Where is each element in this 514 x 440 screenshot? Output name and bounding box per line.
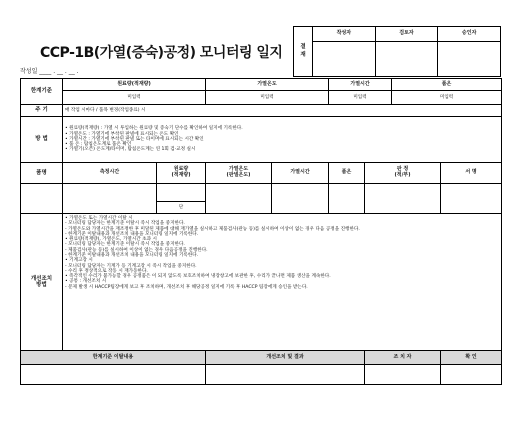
record-cell-time[interactable] <box>63 184 157 214</box>
corrective-line: • 기계고장 시 <box>65 258 93 264</box>
deviation-header-action: 개선조치 및 결과 <box>206 351 365 365</box>
record-cell-judgement[interactable] <box>365 184 441 214</box>
deviation-cell-action[interactable] <box>206 365 365 385</box>
limits-header-time: 가열시간 <box>329 79 392 91</box>
approval-side-label: 결 재 <box>294 27 313 77</box>
approval-sign-approver[interactable] <box>438 42 501 77</box>
deviation-header-actor: 조 치 자 <box>365 351 441 365</box>
approval-header-approver: 승인자 <box>438 27 501 42</box>
record-header-time: 측정시간 <box>63 163 157 184</box>
corrective-line: - 모니터링 담당자는 한계기준 이탈시 즉시 작업을 중지한다. <box>65 221 185 227</box>
cycle-text: 매 작업 시마다 / 품목 변경(작업종료) 시 <box>63 105 502 117</box>
limits-value-product-temp[interactable]: 미입력 <box>392 91 502 105</box>
corrective-line: • 공통 : 개선조치 시 <box>65 279 107 285</box>
method-line: • 품 온 : 탐침온도계로 품온 확인 <box>65 142 132 148</box>
limits-header-product-temp: 품온 <box>392 79 502 91</box>
method-line: • 가열시간 : 가열기에 부착된 판넬 또는 타이머에 표시되는 시간 확인 <box>65 136 204 142</box>
corrective-line: - 제품검사(관능 등)를 실시하여 이상이 없는 경우 다음공정을 진행한다. <box>65 247 208 253</box>
limits-value-time[interactable]: 미입력 <box>329 91 392 105</box>
record-cell-heat-time[interactable] <box>272 184 329 214</box>
corrective-text <box>63 214 502 351</box>
record-header-judgement: 판 정 (적/부) <box>365 163 441 184</box>
cycle-label: 주 기 <box>21 105 63 117</box>
record-header-product-temp: 품온 <box>329 163 365 184</box>
corrective-line: - 문제 발생 시 HACCP팀장에게 보고 후 조치하며, 개선조치 후 해당공정 일지에 기록 후 HACCP 팀장에게 승인을 받는다. <box>65 284 308 290</box>
corrective-label: 개선조치 방법 <box>21 214 63 351</box>
deviation-cell-actor[interactable] <box>365 365 441 385</box>
date-label: 작성일 ____ . __ . __ . <box>20 68 79 75</box>
corrective-line: • 원료량(적재량), 가열온도, 가열시간 초과 시 <box>65 237 157 243</box>
approval-header-reviewer: 검토자 <box>375 27 438 42</box>
deviation-header-content: 한계기준 이탈내용 <box>21 351 206 365</box>
monitoring-table <box>20 78 502 385</box>
record-cell-product-temp[interactable] <box>329 184 365 214</box>
record-cell-amount[interactable] <box>157 184 206 202</box>
approval-header-writer: 작성자 <box>313 27 376 42</box>
record-header-temp: 가열온도 (판넬온도) <box>206 163 272 184</box>
approval-sign-writer[interactable] <box>313 42 376 77</box>
deviation-cell-confirm[interactable] <box>441 365 502 385</box>
corrective-line: • 즉각적인 수리가 불가능할 경우 공정품은 이 되지 않도록 보호조치하여 냉장창고에 보관한 후, 수리가 끝나면 제품 생산을 계속한다. <box>65 274 331 280</box>
corrective-line: • 가열온도 또는 가열시간 이탈 시 <box>65 216 133 221</box>
limits-header-amount: 원료량(적재량) <box>63 79 206 91</box>
limits-value-temp[interactable]: 미입력 <box>206 91 329 105</box>
corrective-line: - 모니터링 담당자는 기계가 등 기계고장 시 즉시 작업을 중지한다. <box>65 263 197 269</box>
corrective-line: - 수리 후 정상적으로 작동 시 재가동한다. <box>65 268 148 274</box>
record-cell-sign[interactable] <box>441 184 502 214</box>
record-unit-label: 단 <box>157 202 206 214</box>
record-cell-temp[interactable] <box>206 184 272 214</box>
corrective-line: - 한계기준 이탈내용과 개선조치 내용을 모니터링 일지에 기록한다. <box>65 252 199 258</box>
method-line: • 가열기(오븐) 온도계/타이머, 탐침온도계는 연 1회 검·교정 실시 <box>65 147 196 153</box>
approval-sign-reviewer[interactable] <box>375 42 438 77</box>
method-label: 방 법 <box>21 117 63 163</box>
limits-label: 한계기준 <box>21 79 63 105</box>
page-title: CCP-1B(가열(증숙)공정) 모니터링 일지 <box>40 45 283 61</box>
limits-value-amount[interactable]: 미입력 <box>63 91 206 105</box>
record-header-sign: 서 명 <box>441 163 502 184</box>
record-header-amount: 원료량 (적재량) <box>157 163 206 184</box>
record-header-heat-time: 가열시간 <box>272 163 329 184</box>
corrective-line: - 모니터링 담당자는 한계기준 이탈시 즉시 작업을 중지한다. <box>65 242 185 248</box>
corrective-line: - 가열온도와 가열시간을 재조정한 후 미달된 제품에 대해 재가열을 실시하고 제품검사(관능 등)를 실시하여 이상이 없는 경우 다음 공정을 진행한다. <box>65 226 360 232</box>
deviation-cell-content[interactable] <box>21 365 206 385</box>
method-line: • 원료량(적재량) : 가열 시 투입하는 원료량 및 증숙기 단수를 확인하여 일지에 기록한다. <box>65 126 243 132</box>
approval-table <box>293 26 501 77</box>
deviation-header-confirm: 확 인 <box>441 351 502 365</box>
method-line: • 가열온도 : 가열기에 부착된 판넬에 표시되는 온도 확인 <box>65 131 179 137</box>
corrective-line: - 한계기준 이탈내용과 개선조치 내용을 모니터링 일지에 기록한다. <box>65 231 199 237</box>
method-text <box>63 117 502 163</box>
record-cell-product[interactable] <box>21 184 63 214</box>
limits-header-temp: 가열온도 <box>206 79 329 91</box>
record-header-product: 품명 <box>21 163 63 184</box>
